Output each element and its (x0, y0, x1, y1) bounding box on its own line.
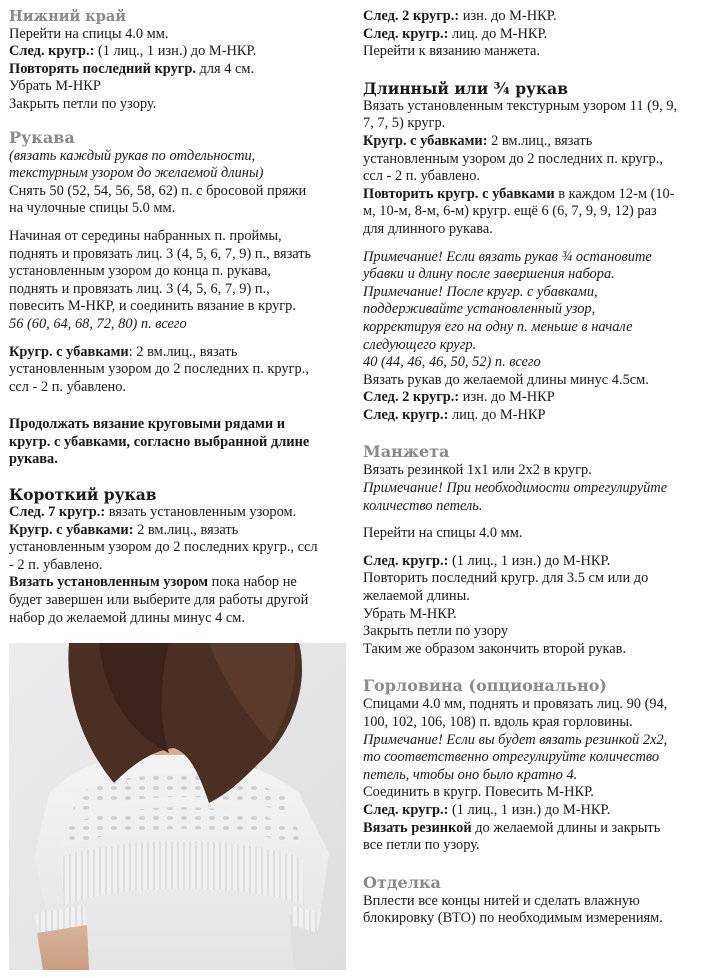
text-line: 7, 7, 5) кругр. (363, 115, 446, 132)
text-line: поднять и провязать лиц. 3 (4, 5, 6, 7, 9) п., вязать (9, 245, 312, 262)
text-line: 56 (60, 64, 68, 72, 80) п. всего (9, 315, 187, 332)
text-line: Вплести все концы нитей и сделать влажную (363, 892, 640, 909)
text-line: Вязать рукав до желаемой длины минус 4.5см. (363, 371, 649, 388)
note-line: Примечание! Если вы будет вязать резинкой 2x2, (363, 731, 668, 748)
cuff-title: Манжета (363, 442, 450, 462)
text-line: Убрать М-НКР. (363, 605, 457, 622)
text-line: Убрать М-НКР (9, 78, 101, 95)
hem-title: Нижний край (9, 8, 127, 25)
text-line: Повторять последний кругр. для 4 см. (9, 60, 255, 77)
text-line: Перейти на спицы 4.0 мм. (9, 25, 169, 42)
text-line: количество петель. (363, 497, 483, 514)
text-line: Кругр. с убавками: 2 вм.лиц., вязать (9, 343, 238, 360)
text-line: След. кругр.: лиц. до М-НКР (363, 406, 546, 423)
text-line: повесить М-НКР, и соединить вязание в кругр. (9, 298, 296, 315)
text-line: ссл - 2 п. убавлено. (363, 168, 481, 185)
right-column (363, 8, 705, 928)
text-line: Кругр. с убавками: 2 вм.лиц., вязать (363, 132, 593, 149)
text-line: установленным узором до конца п. рукава, (9, 263, 271, 280)
text-line: 100, 102, 106, 108) п. вдоль края горловины. (363, 714, 633, 730)
note-line: то соответственно отрегулируйте количество (363, 749, 660, 766)
text-line: для длинного рукава. (363, 220, 493, 237)
text-line: будет завершен или выберите для работы другой (9, 592, 309, 609)
text-line: След. кругр.: (1 лиц., 1 изн.) до М-НКР. (9, 43, 257, 60)
text-line: поднять и провязать лиц. 3 (4, 5, 6, 7, 9) п., (9, 280, 270, 297)
sweater-photo-illustration (9, 643, 346, 970)
text-line: Кругр. с убавками: 2 вм.лиц., вязать (9, 521, 239, 538)
text-line: След. 7 кругр.: вязать установленным узором. (9, 504, 297, 521)
note-line: корректируя его на одну п. меньше в начале (363, 318, 633, 335)
sweater-photo (9, 643, 346, 970)
text-line: блокировку (ВТО) по необходимым измерениям. (363, 910, 663, 927)
text-line: текстурным узором до желаемой длины) (9, 165, 264, 182)
text-line: Закрыть петли по узору (363, 623, 509, 640)
neckline-title: Горловина (опционально) (363, 676, 607, 696)
text-line: установленным узором до 2 последних кругр., ссл (9, 539, 318, 556)
note-line: поддерживайте установленный узор, (363, 301, 596, 318)
text-line: установленным узором до 2 последних п. кругр., (363, 150, 663, 167)
text-line: кругр. с убавками, согласно выбранной длине (9, 433, 310, 450)
text-line: (вязать каждый рукав по отдельности, (9, 147, 256, 164)
long-sleeve-title: Длинный или ¾ рукав (363, 78, 568, 98)
text-line: Снять 50 (52, 54, 56, 58, 62) п. с бросовой пряжи (9, 182, 307, 199)
sleeves-title: Рукава (9, 127, 75, 147)
text-line: м, 10-м, 8-м, 6-м) кругр. ещё 6 (6, 7, 9, 9, 12) раз (363, 203, 657, 220)
text-line: Закрыть петли по узору. (9, 95, 157, 112)
text-line: Повторить кругр. с убавками в каждом 12-м (10- (363, 185, 675, 202)
text-line: След. кругр.: (1 лиц., 1 изн.) до М-НКР. (363, 552, 611, 569)
note-line: 40 (44, 46, 46, 50, 52) п. всего (363, 354, 541, 371)
text-line: желаемой длины. (363, 588, 470, 605)
finishing-title: Отделка (363, 872, 441, 892)
text-line: набор до желаемой длины минус 4 см. (9, 609, 245, 626)
note-line: Примечание! Если вязать рукав ¾ остановите (363, 248, 652, 265)
note-line: Примечание! После кругр. с убавками, (363, 283, 598, 300)
note-line: следующего кругр. (363, 336, 477, 353)
text-line: След. 2 кругр.: изн. до М-НКР. (363, 8, 557, 24)
left-column (9, 8, 347, 627)
text-line: Перейти на спицы 4.0 мм. (363, 525, 523, 542)
text-line: Повторить последний кругр. для 3.5 см или до (363, 570, 649, 587)
note-line: петель, чтобы оно было кратно 4. (363, 766, 578, 783)
text-line: Примечание! При необходимости отрегулируйте (363, 480, 668, 497)
text-line: - 2 п. убавлено. (9, 556, 103, 573)
text-line: все петли по узору. (363, 837, 480, 854)
text-line: Таким же образом закончить второй рукав. (363, 640, 627, 657)
text-line: Начиная от середины набранных п. проймы, (9, 227, 282, 244)
text-line: След. кругр.: лиц. до М-НКР. (363, 25, 548, 42)
text-line: Вязать резинкой 1x1 или 2x2 в кругр. (363, 462, 592, 479)
text-line: рукава. (9, 451, 58, 468)
text-line: на чулочные спицы 5.0 мм. (9, 200, 176, 217)
text-line: Продолжать вязание круговыми рядами и (9, 416, 286, 433)
text-line: Вязать установленным узором пока набор не (9, 574, 297, 591)
text-line: Вязать резинкой до желаемой длины и закрыть (363, 819, 661, 836)
text-line: Соединить в кругр. Повесить М-НКР. (363, 784, 594, 801)
short-sleeve-title: Короткий рукав (9, 485, 157, 505)
text-line: ссл - 2 п. убавлено. (9, 378, 127, 395)
text-line: Перейти к вязанию манжета. (363, 43, 540, 60)
text-line: установленным узором до 2 последних п. кругр., (9, 361, 309, 378)
text-line: Вязать установленным текстурным узором 11 (9, 9, (363, 97, 678, 114)
text-line: След. 2 кругр.: изн. до М-НКР (363, 389, 555, 406)
text-line: Спицами 4.0 мм, поднять и провязать лиц. 90 (94, (363, 696, 668, 713)
note-line: убавки и длину после завершения набора. (363, 266, 615, 283)
text-line: След. кругр.: (1 лиц., 1 изн.) до М-НКР. (363, 801, 611, 818)
